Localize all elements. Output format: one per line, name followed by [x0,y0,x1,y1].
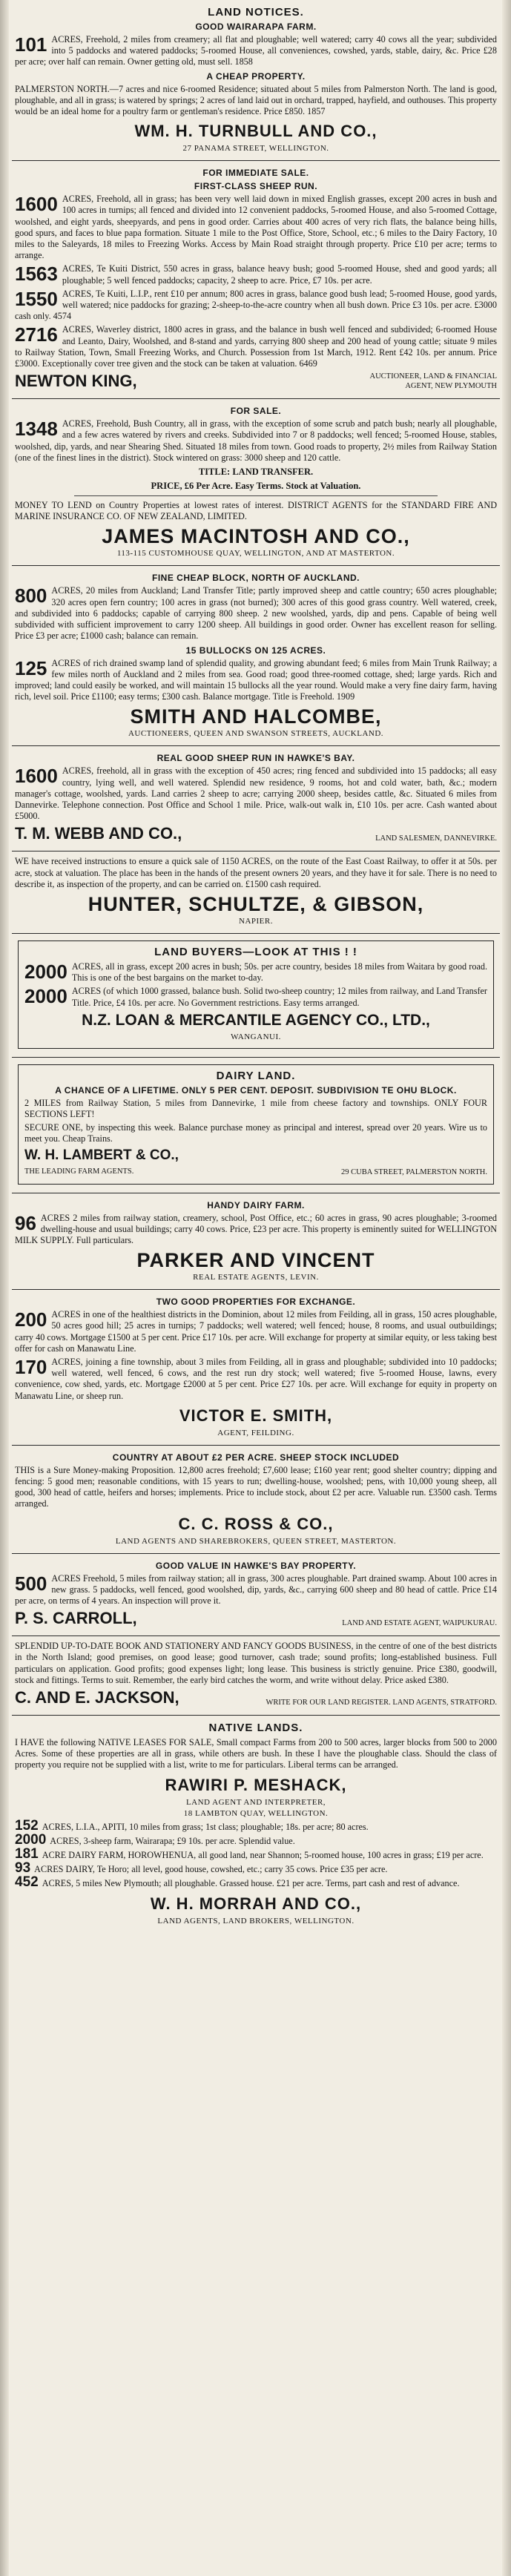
ad-title: COUNTRY AT ABOUT £2 PER ACRE. SHEEP STOCK INCLUDED [112,1452,400,1463]
list-item [15,1862,497,1875]
agent-name: P. S. CARROLL, [15,1609,137,1628]
ad-title: A CHEAP PROPERTY. [206,70,306,82]
acreage: 101 [15,33,47,56]
listing: 200 ACRES in one of the healthiest districts in the Dominion, about 12 miles from Feilding, all in grass, 150 acres ploughable, 50 acres good hill; 25 acres in turnips; 7 paddocks; well watered; well fenced; house, 8 rooms, and usual outbuildings; carry 40 cows. Mortgage £1500 at 5 per cent. Price £17 10s. per acre. Will exchange for property at similar equity, or less taking best offer for cash on Manawatu Line. [15,1308,497,1354]
acreage: 152 [15,1817,39,1834]
agent-address: AUCTIONEERS, QUEEN AND SWANSON STREETS, AUCKLAND. [128,729,384,739]
agent-address: 27 PANAMA STREET, WELLINGTON. [182,144,329,154]
acreage: 181 [15,1846,39,1862]
ad-subtitle: A CHANCE OF A LIFETIME. ONLY 5 PER CENT. DEPOSIT. SUBDIVISION TE OHU BLOCK. [55,1084,457,1096]
agent-name: C. C. ROSS & CO., [178,1514,334,1533]
agent-name: WM. H. TURNBULL AND CO., [134,122,378,141]
ad-title: DAIRY LAND. [216,1069,296,1082]
boxed-ad [18,1064,494,1185]
ad-code: 1857 [307,106,326,117]
agent-row [15,824,497,843]
ad-body: WE have received instructions to ensure a quick sale of 1150 ACRES, on the route of the East Coast Railway, to offer it at 50s. per acre, stock at valuation. The place has been in the hands of the present owners 20 years, and they have it for sale. There is no need to describe it, as inspection of the property, and can be carried on. £1500 cash required. [15,856,497,889]
ad-exchange [12,1290,500,1446]
list-item [15,1831,497,1848]
agent-name: RAWIRI P. MESHACK, [165,1775,347,1794]
ad-wairarapa-farm [12,0,500,161]
agent-row [15,1609,497,1628]
listing: 2000 ACRES, all in grass, except 200 acres in bush; 50s. per acre country, besides 18 miles from Waitara by good road. This is one of the best bargains on the market to-day. [24,960,487,984]
ad-body: SECURE ONE, by inspecting this week. Balance purchase money as principal and interest, spread over 20 years. Wire us to meet you. Cheap Trains. [24,1122,487,1144]
ad-title: REAL GOOD SHEEP RUN IN HAWKE'S BAY. [156,753,355,764]
list-item [15,1874,497,1891]
listing-list [15,1817,497,1891]
agent-row [15,1688,497,1707]
ad-title: LAND BUYERS—LOOK AT THIS ! ! [154,945,357,958]
price-line: PRICE, £6 Per Acre. Easy Terms. Stock at Valuation. [151,481,361,492]
agent-name: HUNTER, SCHULTZE, & GIBSON, [88,892,424,915]
list-item [15,1817,497,1834]
ad-native-lands [12,1716,500,1933]
ad-handy-dairy [12,1193,500,1291]
agent-row [24,1147,487,1177]
agent-name: SMITH AND HALCOMBE, [130,705,382,728]
agent-name: N.Z. LOAN & MERCANTILE AGENCY CO., LTD., [82,1011,430,1029]
agent-tagline: THE LEADING FARM AGENTS. [24,1167,134,1176]
listing: 170 ACRES, joining a fine township, about 3 miles from Feilding, all in grass and ploughable; subdivided into 10 paddocks; well watered, well fenced, 6 cows, and the rest run dry stock; well watered; five 5-roomed House, lawns, every convenience, cow shed, yards, etc. Mortgage £2000 at 5 per cent. Price £27 10s. per acre. Will exchange for equity in property on Manawatu Line, or sheep run. [15,1355,497,1401]
list-item [15,1848,497,1861]
ad-title: GOOD VALUE IN HAWKE'S BAY PROPERTY. [155,1560,357,1571]
ad-body: THIS is a Sure Money-making Proposition. 12,800 acres freehold; £7,600 lease; £160 year rent; good shelter country; dipping and fencing: 5 good men; reasonable conditions, with 15 years to run; dwelling-house, woolshed; pens, with 10,000 young sheep, all good, 300 head of cattle, heifers and horses; implements. Price to include stock, about £2 per acre. Valuable run. £3500 cash. Terms arranged. [15,1464,497,1509]
page-heading: LAND NOTICES. [208,6,304,19]
ad-body: I HAVE the following NATIVE LEASES FOR SALE, Small compact Farms from 200 to 500 acres, larger blocks from 500 to 2000 Acres. Some of these properties are all in grass, while others are bush. In these I have the ploughable class. Should the class of property you require not be supplied with a list, write to me for particulars. Liberal terms can be arranged. [15,1737,497,1770]
agent-name: PARKER AND VINCENT [136,1249,375,1272]
ad-cheap-block [12,566,500,746]
left-page-gutter [0,0,9,2576]
acreage: 452 [15,1874,39,1891]
ad-for-sale [12,399,500,566]
agent-name: W. H. LAMBERT & CO., [24,1147,179,1163]
agent-row [15,372,497,391]
agent-address: WANGANUI. [231,1032,281,1041]
ad-subtitle: FIRST-CLASS SHEEP RUN. [194,181,318,192]
list-item-text: ACRE DAIRY FARM, HOROWHENUA, all good land, near Shannon; 5-roomed house, 100 acres in grass; £19 per acre. [42,1850,484,1861]
agent-tagline: LAND SALESMEN, DANNEVIRKE. [375,834,497,843]
agent-name: JAMES MACINTOSH AND CO., [102,525,410,548]
agent-address: REAL ESTATE AGENTS, LEVIN. [193,1273,319,1282]
ad-country [12,1446,500,1554]
listing: 125 ACRES of rich drained swamp land of splendid quality, and growing abundant feed; 6 miles from Main Trunk Railway; a few miles north of Auckland and 2 miles from sea. Good road; good three-roomed cottage, shed; large yards. Rich and improved; land could easily be worked, and will maintain 15 bullocks all the year round. Would make a very fine dairy farm, having rich, level soil. Price £1100; easy terms; £300 cash. Balance mortgage. Title is Freehold. 1909 [15,656,497,702]
ad-title: HANDY DAIRY FARM. [207,1199,305,1210]
title-line: TITLE: LAND TRANSFER. [198,467,314,478]
ad-book-business [12,1636,500,1716]
ad-hunter-schultze [12,851,500,934]
listing: 800 ACRES, 20 miles from Auckland; Land Transfer Title; partly improved sheep and cattle country; 650 acres ploughable; 320 acres open fern country; 100 acres in grass (not burned); 300 acres of this good grass country. Well watered, creek, and subdivided into 6 paddocks; capable of carrying 800 sheep. 2 new woolshed, yards, dip and pens. Capable of being well subdivided with sufficient improvement to carry 1200 sheep. All buildings in good order. Owner has excellent reason for selling. Price £3 per acre; £1000 cash; balance can remain. [15,584,497,642]
listing: 1600 ACRES, Freehold, all in grass; has been very well laid down in mixed English grasses, except 200 acres in bush and 100 acres in turnips; all fenced and divided into 12 convenient paddocks, 5-roomed House, and also 5-roomed Cottage, woolshed, and eight yards, sheepyards, and pens in good order. Carries about 400 acres of very rich flats, the balance being hills, good spurs, and faces to blue papa formation. Situate 1 mile to the Post Office, Store, School, etc.; 6 miles to the Dairy Factory, 10 miles to the Saleyards, 18 miles to Freezing Works. Access by Main Road straight through property. Price £10 per acre; terms to arrange. [15,193,497,261]
list-item-text: ACRES, L.I.A., APITI, 10 miles from grass; 1st class; ploughable; 18s. per acre; 80 acres. [42,1821,369,1832]
ad-hawkes-good-value [12,1554,500,1637]
agent-address: LAND AND ESTATE AGENT, WAIPUKURAU. [342,1619,497,1628]
ad-immediate-sale [12,161,500,399]
agent-name: VICTOR E. SMITH, [179,1406,333,1425]
ad-title: FINE CHEAP BLOCK, NORTH OF AUCKLAND. [152,573,360,584]
agent-address: NAPIER. [239,916,273,926]
ad-body: SPLENDID UP-TO-DATE BOOK AND STATIONERY AND FANCY GOODS BUSINESS, in the centre of one of the best districts in the North Island; good premises, on good lease; good turnover, cash trade; sound profits; long-established business. Full particulars on application. Good profits; good expenses light; long lease. This business is strictly genuine. Price £380, goodwill, stock and fittings. Terms to suit. Remember, the early bird catches the worm, and write without delay. Price asked £380. [15,1641,497,1685]
ad-body: 2 MILES from Railway Station, 5 miles from Dannevirke, 1 mile from cheese factory and townships. ONLY FOUR SECTIONS LEFT! [24,1097,487,1119]
land-notices-column [12,0,500,2576]
ad-title: TWO GOOD PROPERTIES FOR EXCHANGE. [156,1297,356,1308]
acreage: 93 [15,1860,31,1877]
divider [74,495,438,496]
listing: 1600 ACRES, freehold, all in grass with the exception of 450 acres; ring fenced and subdivided into 15 paddocks; all easy country, lying well, and well watered. Splendid new residence, 9 rooms, hot and cold water, bath, &c.; modern manager's cottage, woolshed, yards. Land carries 2 sheep to acre; carrying 2000 sheep, besides cattle, &c. Situated 6 miles from Dannevirke. Telephone connection. Post Office and School 1 mile. Price, walk-out walk in, £10 10s. per acre. Cash wanted about £5000. [15,765,497,822]
agent-tagline: AUCTIONEER, LAND & FINANCIAL AGENT, NEW PLYMOUTH [369,372,497,391]
ad-dairy-land [12,1058,500,1193]
boxed-ad [18,941,494,1049]
list-item-text: ACRES, 3-sheep farm, Wairarapa; £9 10s. per acre. Splendid value. [50,1835,295,1846]
listing: 500 ACRES Freehold, 5 miles from railway station; all in grass, 300 acres ploughable. Part drained swamp. About 100 acres in new grass. 5 paddocks, well fenced, good woolshed, dip, yards, &c., carrying 600 sheep and 80 head of cattle. Price £14 per acre, on terms of 4 years. An inspection will prove it. [15,1572,497,1607]
agent-address: 113-115 CUSTOMHOUSE QUAY, WELLINGTON, AND AT MASTERTON. [116,549,395,559]
ad-land-buyers [12,934,500,1058]
list-item-text: ACRES DAIRY, Te Horo; all level, good house, cowshed, etc.; carry 35 cows. Price £35 per acre. [34,1864,388,1875]
ad-hawkes-bay-run [12,746,500,851]
ad-body: PALMERSTON NORTH.—7 acres and nice 6-roomed Residence; situated about 5 miles from Palmerston North. The land is good, ploughable, and all in grass; is watered by springs; 2 acres of land laid out in orchard, trapped, hayfield, and outhouses. This property would be an ideal home for a poultry farm or gentleman's residence. Price £850. 1857 [15,83,497,117]
ad-title: FOR SALE. [230,406,282,417]
agent-name: T. M. WEBB AND CO., [15,824,182,843]
agent-address: LAND AGENTS, LAND BROKERS, WELLINGTON. [157,1916,355,1926]
ad-code: 1858 [234,56,253,67]
listing: 1563 ACRES, Te Kuiti District, 550 acres in grass, balance heavy bush; good 5-roomed House, shed and good yards; all ploughable; 5 well fenced paddocks; capacity, 2 sheep to acre. Price, £7 10s. per acre. [15,263,497,286]
listing: 96 ACRES 2 miles from railway station, creamery, school, Post Office, etc.; 60 acres in grass, 90 acres ploughable; 3-roomed dwelling-house and usual buildings; carry 40 cows. Price, £23 per acre. This property is eminently suited for WELLINGTON MILK SUPPLY. Full particulars. [15,1211,497,1245]
agent-address: LAND AGENTS AND SHAREBROKERS, QUEEN STREET, MASTERTON. [115,1536,397,1546]
listing: 2000 ACRES (of which 1000 grassed, balance bush. Solid two-sheep country; 12 miles from railway, and Land Transfer Title. Price, £4 10s. per acre. No Government restrictions. Easy terms arranged. [24,985,487,1008]
agent-address: AGENT, FEILDING. [217,1428,294,1437]
agent-name: C. AND E. JACKSON, [15,1688,179,1707]
ad-title: GOOD WAIRARAPA FARM. [195,22,317,32]
acreage: 2000 [15,1831,47,1848]
ad-title: NATIVE LANDS. [208,1722,303,1735]
agent-address: 18 LAMBTON QUAY, WELLINGTON. [183,1808,329,1818]
agent-address: 29 CUBA STREET, PALMERSTON NORTH. [341,1167,487,1176]
ad-title: FOR IMMEDIATE SALE. [202,168,309,179]
listing: 1348 ACRES, Freehold, Bush Country, all in grass, with the exception of some scrub and patch bush; nearly all ploughable, and a few acres watered by rivers and creeks. Subdivided into 7 or 8 paddocks; well fenced; 5-roomed House, stables, woolshed, dip, yards, and near Shearing Shed. Situated 18 miles from town. Good roads to property, 2½ miles from Railway Station (one of the finest lines in the district). Stock wintered on grass: 3000 sheep and 120 cattle. [15,418,497,463]
ad-subtitle: 15 BULLOCKS ON 125 ACRES. [185,645,326,656]
agent-name: W. H. MORRAH AND CO., [150,1894,362,1913]
agent-name: NEWTON KING, [15,372,137,391]
money-to-lend: MONEY TO LEND on Country Properties at lowest rates of interest. DISTRICT AGENTS for the STANDARD FIRE AND MARINE INSURANCE CO. OF NEW ZEALAND, LIMITED. [15,500,497,522]
ad-body: 101 ACRES, Freehold, 2 miles from creamery; all flat and ploughable; well watered; carry 40 cows all the year; subdivided into 5 paddocks and watered paddocks; 5-roomed House, all conveniences, cowshed, yards, stable, dairy, &c. Price £28 per acre; over half can remain. Owner getting old, must sell. 1858 [15,33,497,67]
agent-tagline: LAND AGENT AND INTERPRETER, [185,1797,326,1807]
listing: 2716 ACRES, Waverley district, 1800 acres in grass, and the balance in bush well fenced and subdivided; 6-roomed House and Leanto, Dairy, Woolshed, and 8-stand and yards, carrying 800 sheep and 200 head of young cattle; situate 9 miles to Railway Station, Town, Small Freezing Works, and Church. Possession from 1st March, 1912. Rent £42 10s. per annum. Price £3000. Exceptionally cover tree given and the stock can be taken at valuation. 6469 [15,323,497,369]
listing: 1550 ACRES, Te Kuiti, L.I.P., rent £10 per annum; 800 acres in grass, balance good bush lead; 5-roomed House, good yards, well watered; nice paddocks for grazing; 2-sheep-to-the-acre country when all bush down. Price £3 10s. per acre. £3000 cash only. 4574 [15,287,497,322]
right-page-gutter [502,0,511,2576]
list-item-text: ACRES, 5 miles New Plymouth; all ploughable. Grassed house. £21 per acre. Terms, part cash and rest of advance. [42,1878,460,1889]
agent-tagline: WRITE FOR OUR LAND REGISTER. LAND AGENTS, STRATFORD. [266,1699,497,1707]
